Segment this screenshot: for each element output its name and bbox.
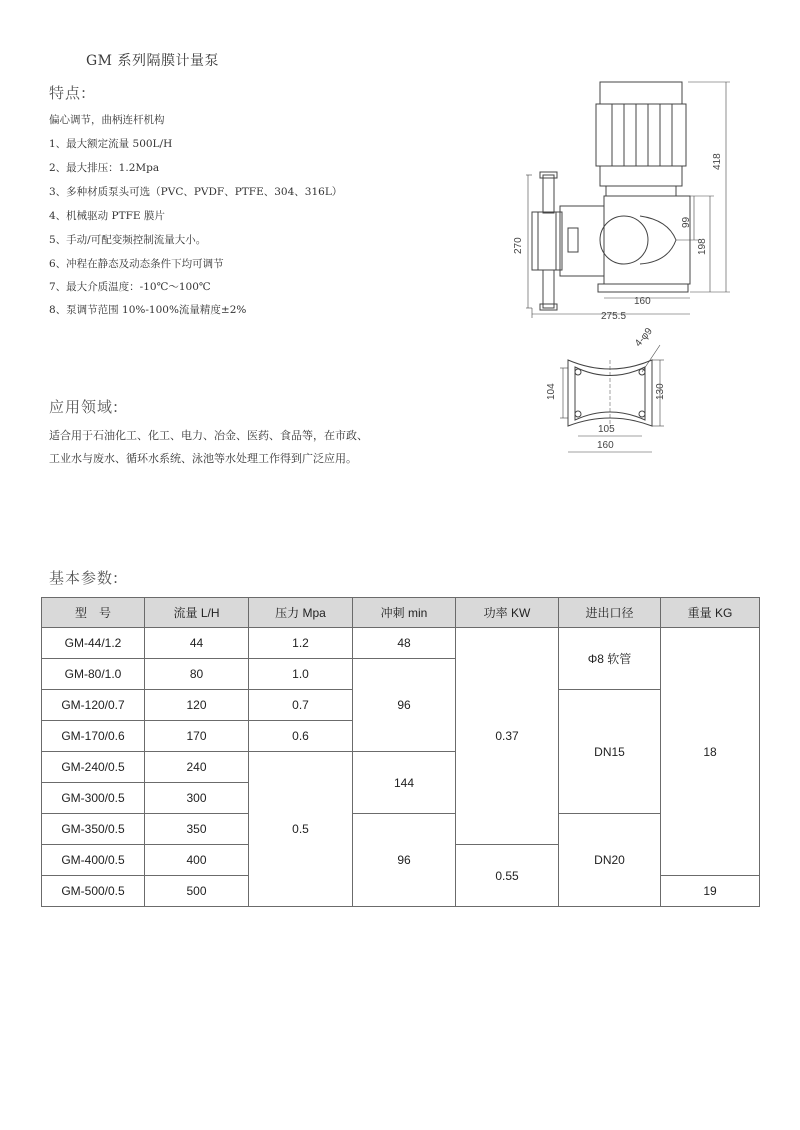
- cell-model: GM-240/0.5: [42, 752, 145, 783]
- col-header-model: 型 号: [42, 598, 145, 628]
- table-row: [42, 814, 760, 845]
- cell-pressure: 1.0: [249, 659, 353, 690]
- cell-stroke: 48: [353, 628, 456, 659]
- feature-item: 1、最大额定流量 500L/H: [49, 138, 173, 150]
- dim-130: 130: [655, 383, 666, 400]
- cell-port: DN20: [559, 814, 661, 907]
- cell-flow: 170: [145, 721, 249, 752]
- outlet-valve: [543, 175, 554, 213]
- cell-flow: 400: [145, 845, 249, 876]
- dim-270: 270: [513, 237, 524, 254]
- feature-item: 5、手动/可配变频控制流量大小。: [49, 234, 207, 246]
- col-header-flow: 流量 L/H: [145, 598, 249, 628]
- pump-side-view-drawing: [510, 70, 760, 330]
- cell-flow: 300: [145, 783, 249, 814]
- cell-power: 0.55: [456, 845, 559, 907]
- table-header-row: [42, 598, 760, 628]
- cell-weight: 19: [661, 876, 760, 907]
- cell-weight: 18: [661, 628, 760, 876]
- pump-head-circle: [600, 216, 648, 264]
- table-row: [42, 628, 760, 659]
- feature-item: 8、泵调节范围 10%-100%流量精度±2%: [49, 304, 247, 316]
- dim-418: 418: [712, 153, 723, 170]
- application-line: 适合用于石油化工、化工、电力、冶金、医药、食品等，在市政、: [49, 429, 368, 442]
- cell-flow: 44: [145, 628, 249, 659]
- features-heading: 特点:: [49, 84, 88, 102]
- cell-stroke: 96: [353, 814, 456, 907]
- cell-port: DN15: [559, 690, 661, 814]
- cell-flow: 500: [145, 876, 249, 907]
- cell-flow: 240: [145, 752, 249, 783]
- cell-pressure: 0.5: [249, 752, 353, 907]
- cell-flow: 120: [145, 690, 249, 721]
- document-title: GM 系列隔膜计量泵: [86, 53, 219, 69]
- cell-model: GM-120/0.7: [42, 690, 145, 721]
- dim-198: 198: [697, 238, 708, 255]
- dim-160: 160: [634, 296, 651, 307]
- col-header-pressure: 压力 Mpa: [249, 598, 353, 628]
- base-plate: [598, 284, 688, 292]
- cell-port: Φ8 软管: [559, 628, 661, 690]
- cell-model: GM-170/0.6: [42, 721, 145, 752]
- cell-model: GM-44/1.2: [42, 628, 145, 659]
- motor-cap: [600, 82, 682, 104]
- cell-flow: 80: [145, 659, 249, 690]
- cell-model: GM-400/0.5: [42, 845, 145, 876]
- feature-item: 7、最大介质温度：-10℃～100℃: [49, 281, 211, 293]
- params-heading: 基本参数:: [49, 569, 120, 587]
- feature-item: 6、冲程在静态及动态条件下均可调节: [49, 258, 224, 270]
- cell-stroke: 96: [353, 659, 456, 752]
- feature-item: 3、多种材质泵头可选（PVC、PVDF、PTFE、304、316L）: [49, 186, 343, 198]
- feature-item: 偏心调节，曲柄连杆机构: [49, 114, 165, 126]
- feature-item: 2、最大排压：1.2Mpa: [49, 162, 160, 174]
- dim-104: 104: [546, 383, 557, 400]
- dim-275-5: 275.5: [601, 311, 627, 322]
- cell-flow: 350: [145, 814, 249, 845]
- cell-model: GM-80/1.0: [42, 659, 145, 690]
- cell-pressure: 1.2: [249, 628, 353, 659]
- feature-item: 4、机械驱动 PTFE 膜片: [49, 210, 165, 222]
- cell-pressure: 0.6: [249, 721, 353, 752]
- col-header-stroke: 冲刺 min: [353, 598, 456, 628]
- dim-105: 105: [598, 424, 615, 435]
- col-header-weight: 重量 KG: [661, 598, 760, 628]
- application-heading: 应用领域:: [49, 398, 120, 416]
- cell-power: 0.37: [456, 628, 559, 845]
- cell-pressure: 0.7: [249, 690, 353, 721]
- col-header-power: 功率 KW: [456, 598, 559, 628]
- dim-hole: 4-φ9: [633, 325, 655, 350]
- dim-160-top: 160: [597, 440, 614, 451]
- cell-model: GM-350/0.5: [42, 814, 145, 845]
- col-header-port: 进出口径: [559, 598, 661, 628]
- cell-model: GM-500/0.5: [42, 876, 145, 907]
- application-line: 工业水与废水、循环水系统、泳池等水处理工作得到广泛应用。: [49, 452, 357, 465]
- inlet-valve: [543, 270, 554, 308]
- cell-model: GM-300/0.5: [42, 783, 145, 814]
- dim-99: 99: [681, 216, 692, 228]
- params-table: [41, 597, 760, 907]
- cell-stroke: 144: [353, 752, 456, 814]
